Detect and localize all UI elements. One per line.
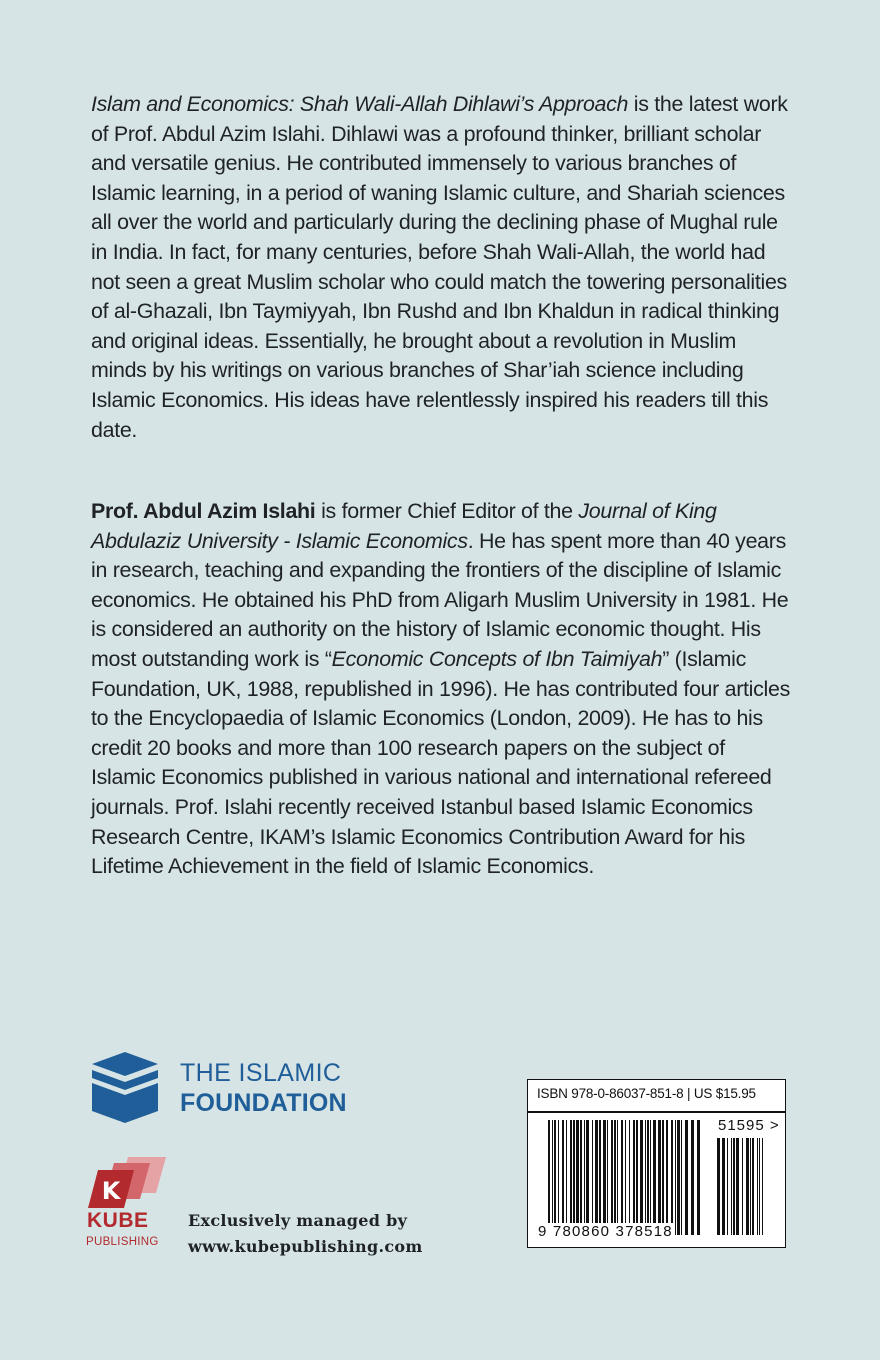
barcode-bar	[607, 1120, 608, 1235]
author-text-2: . He has spent more than 40 years in research, teaching and expanding the frontiers of the discipline of Islamic economics. He obtained his PhD from Aligarh Muslim University in 1981. He is considered an authority on the history of Islamic economic thought. His most outstanding work is “	[91, 528, 789, 671]
barcode-bar	[727, 1138, 728, 1235]
barcode-bar	[599, 1120, 601, 1235]
barcode-bar	[691, 1120, 694, 1235]
blurb-paragraph	[91, 90, 791, 445]
kube-logo-letter: K	[101, 1177, 121, 1205]
barcode-bar	[722, 1138, 725, 1235]
barcode-bar	[621, 1120, 623, 1235]
addon-digits: 51595 >	[718, 1117, 780, 1134]
barcode-bar	[662, 1120, 664, 1235]
barcode-bar	[731, 1138, 732, 1235]
author-text-3: ” (Islamic Foundation, UK, 1988, republished in 1996). He has contributed four articles to the Encyclopaedia of Islamic Economics (London, 2009). He has to his credit 20 books and more than 100 research papers on the subject of Islamic Economics published in various national and international refereed journals. Prof. Islahi recently received Istanbul based Islamic Economics Research Centre, IKAM’s Islamic Economics Contribution Award for his Lifetime Achievement in the field of Islamic Economics.	[91, 646, 790, 879]
barcode-bar	[636, 1120, 638, 1235]
barcode-bar	[586, 1120, 589, 1235]
isbn-price: ISBN 978-0-86037-851-8 | US $15.95	[537, 1086, 756, 1101]
managed-by-text	[188, 1208, 423, 1260]
kaaba-logo-icon	[90, 1050, 160, 1125]
barcode-bar	[697, 1120, 700, 1235]
isbn-divider	[528, 1111, 785, 1113]
islamic-foundation-name	[180, 1058, 347, 1118]
publisher-name-line2: FOUNDATION	[180, 1089, 347, 1117]
barcode-bar	[640, 1120, 643, 1235]
barcode-bar	[570, 1120, 572, 1235]
barcode-bar	[611, 1120, 613, 1235]
barcode-bar	[750, 1138, 751, 1235]
barcode-bar	[645, 1120, 646, 1235]
barcode-bar	[552, 1120, 553, 1235]
barcode-bar	[752, 1138, 754, 1235]
barcode-bar	[595, 1120, 598, 1235]
ean-barcode	[548, 1120, 702, 1235]
barcode-bar	[614, 1120, 616, 1235]
book-title: Islam and Economics: Shah Wali-Allah Dihlawi’s Approach	[91, 92, 629, 116]
book-name: Economic Concepts of Ibn Taimiyah	[331, 646, 663, 671]
barcode-bar	[671, 1120, 673, 1235]
barcode-bar	[573, 1120, 575, 1235]
barcode-bar	[580, 1120, 582, 1235]
author-paragraph	[91, 497, 791, 882]
barcode-bar	[658, 1120, 661, 1235]
barcode-bar	[629, 1120, 630, 1235]
barcode-bar	[677, 1120, 680, 1235]
barcode-bar	[757, 1138, 758, 1235]
barcode-bar	[762, 1138, 763, 1235]
barcode-bar	[717, 1138, 720, 1235]
publisher-name-line1: THE ISLAMIC	[180, 1059, 342, 1087]
barcode-bar	[736, 1138, 739, 1235]
barcode-bar	[675, 1120, 676, 1235]
kube-logo-icon	[88, 1155, 168, 1210]
barcode-bar	[562, 1120, 564, 1235]
author-bio	[91, 497, 791, 882]
author-text-1: is former Chief Editor of the	[315, 499, 579, 523]
barcode-panel	[527, 1079, 786, 1248]
barcode-bar	[742, 1138, 743, 1235]
barcode-bar	[653, 1120, 656, 1235]
barcode-bar	[666, 1120, 668, 1235]
blurb-text: is the latest work of Prof. Abdul Azim Islahi. Dihlawi was a profound thinker, brilliant scholar and versatile genius. He contributed immensely to various branches of Islamic learning, in a period of waning Islamic culture, and Shariah sciences all over the world and particularly during the declining phase of Mughal rule in India. In fact, for many centuries, before Shah Wali-Allah, the world had not seen a great Muslim scholar who could match the towering personalities of al-Ghazali, Ibn Taymiyyah, Ibn Rushd and Ibn Khaldun in radical thinking and original ideas. Essentially, he brought about a revolution in Muslim minds by his writings on various branches of Shar’iah science including Islamic Economics. His ideas have relentlessly inspired his readers till this date.	[91, 92, 788, 442]
barcode-bar	[647, 1120, 649, 1235]
barcode-bar	[633, 1120, 635, 1235]
kube-subtitle: PUBLISHING	[86, 1236, 159, 1248]
ean-digits: 9 780860 378518	[538, 1223, 673, 1240]
barcode-bar	[759, 1138, 760, 1235]
barcode-bar	[625, 1120, 626, 1235]
barcode-bar	[548, 1120, 550, 1235]
barcode-bar	[733, 1138, 735, 1235]
book-blurb	[91, 90, 791, 445]
kube-wordmark: KUBE	[87, 1209, 149, 1232]
barcode-bar	[584, 1120, 585, 1235]
barcode-bar	[650, 1120, 651, 1235]
journal-name: Journal of King Abdulaziz University - Islamic Economics	[91, 499, 717, 553]
managed-website: www.kubepublishing.com	[188, 1237, 423, 1256]
addon-barcode	[717, 1138, 764, 1235]
managed-line-1: Exclusively managed by	[188, 1211, 408, 1230]
barcode-bar	[746, 1138, 749, 1235]
barcode-bar	[592, 1120, 593, 1235]
barcode-bar	[576, 1120, 579, 1235]
barcode-bar	[558, 1120, 559, 1235]
barcode-bar	[617, 1120, 618, 1235]
barcode-bar	[685, 1120, 688, 1235]
barcode-bar	[603, 1120, 606, 1235]
barcode-bar	[554, 1120, 556, 1235]
barcode-bar	[681, 1120, 682, 1235]
barcode-bar	[566, 1120, 567, 1235]
author-name: Prof. Abdul Azim Islahi	[91, 499, 316, 523]
